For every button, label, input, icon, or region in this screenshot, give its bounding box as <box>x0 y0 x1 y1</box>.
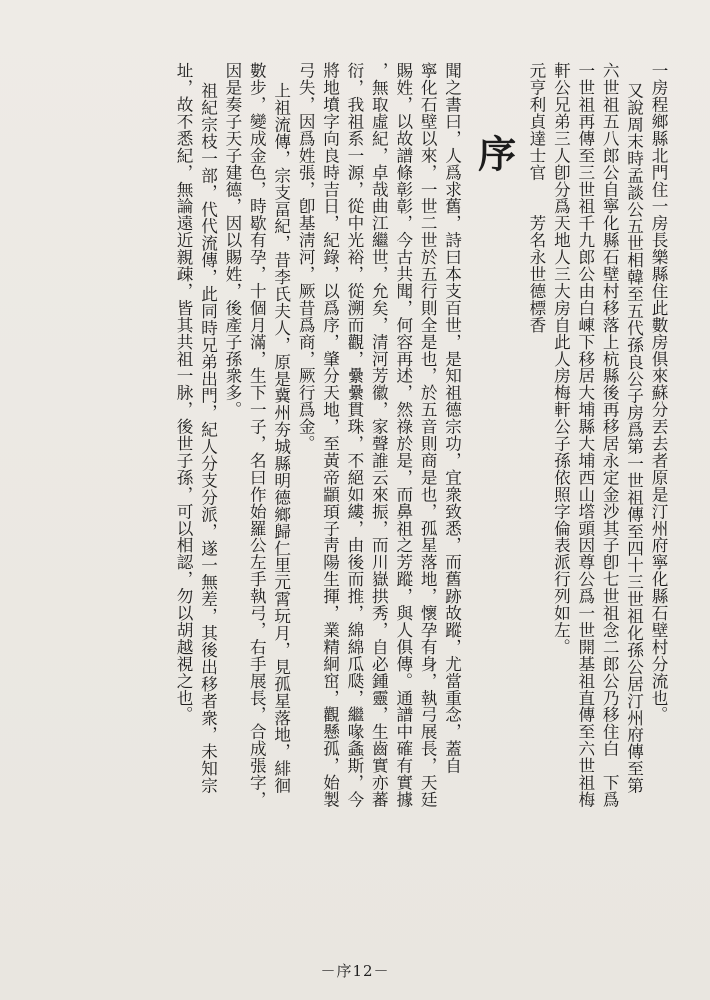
body-line: 寧化石壁以來，一世二世於五行則全是也，於五音則商是也，孤星落地，懷孕有身，執弓展長，天廷 <box>418 62 438 808</box>
body-line: 聞之書曰，人爲求舊，詩曰本支百世，是知祖德宗功，宜衆致悉，而舊跡故蹤，尤當重念，蓋自 <box>442 62 462 774</box>
page-number: －序12－ <box>320 962 390 980</box>
body-line: 址，故不悉紀，無論遠近親疎，皆其共祖一脉，後世子孫，可以相認，勿以胡越視之也。 <box>174 62 194 724</box>
body-line: 數步，變成金色，時歇有孕，十個月滿，生下一子，名曰作始羅公左手執弓，右手展長，合成張字， <box>247 62 267 808</box>
body-line: 祖紀宗枝一部，代代流傳，此同時兄弟出門，紀人分支分派，遂一無差，其後出移者衆，未知宗 <box>198 82 218 794</box>
intro-line: 元亨利貞達士官 芳名永世德標香 <box>526 62 546 334</box>
body-line: 將地墳字向良時吉日，紀錄，以爲序，肇分天地，至黃帝顓頊子靑陽生揮，業精絅窋，觀懸孤，始製 <box>320 62 340 808</box>
intro-line: 又說周末時孟談公五世相韓至五代孫良公子房爲第一世祖傳至四十三世祖化孫公居汀州府傳至第 <box>624 82 644 794</box>
body-line: ，無取虛紀，卓哉曲江繼世，允矣，清河芳徽，家聲誰云來振，而川嶽拱秀，自必鍾靈，生齒實亦蕃 <box>369 62 389 808</box>
body-line: 衍，我祖系一源，從中光裕，從溯而觀，纍纍貫珠，不絕如縷，由後而推，綿綿瓜瓞，繼喙螽斯，今 <box>344 62 364 808</box>
intro-line: 六世祖五八郎公自寧化縣石壁村移落上杭縣後再移居永定金沙其子卽七世祖念二郎公乃移住白 下爲 <box>600 62 620 808</box>
body-line: 弓失，因爲姓張，卽基淸河，厥昔爲商，厥行爲金。 <box>296 62 316 452</box>
body-line: 賜姓，以故譜條彰彰，今古共聞，何容再述，然祿於是，而鼻祖之芳蹤，與人俱傳。通譜中確有實據 <box>393 62 413 808</box>
intro-line: 一世祖再傳至三世祖千九郎公由白崠下移居大埔縣大埔西山㙮頭因尊公爲一世開基祖直傳至六世祖梅 <box>575 62 595 808</box>
body-line: 因是奏子天子建德，因以賜姓，後產子孫衆多。 <box>222 62 242 418</box>
section-heading: 序 <box>471 134 517 172</box>
intro-line: 軒公兄弟三人卽分爲天地人三大房自此人房梅軒公子孫依照字倫表派行列如左。 <box>551 62 571 656</box>
body-line: 上祖流傳，宗支畐紀，昔李氏夫人，原是冀州夯城縣明德鄉歸仁里元霄玩月，見孤星落地，緋徊 <box>271 82 291 794</box>
vertical-text-block <box>30 62 670 962</box>
intro-line: 一房程鄉縣北門住一房長樂縣住此數房俱來蘇分丟去者原是汀州府寧化縣石壁村分流也。 <box>649 62 668 724</box>
